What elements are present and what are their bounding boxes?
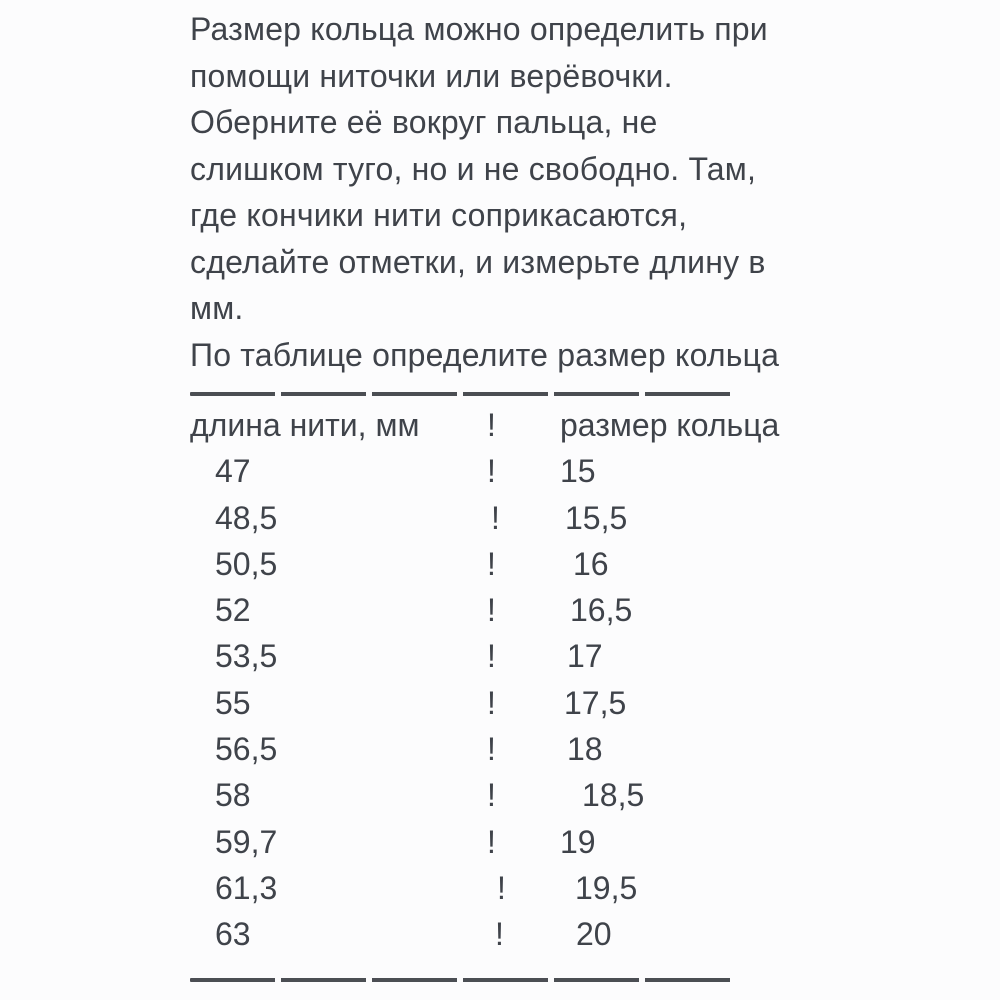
divider-line — [190, 978, 736, 982]
table-row — [190, 448, 775, 494]
table-body — [190, 448, 775, 957]
thread-length-value: 63 — [215, 916, 251, 953]
ring-size-value: 19,5 — [575, 869, 638, 906]
thread-length-value: 53,5 — [215, 638, 278, 675]
thread-length-value: 52 — [215, 592, 251, 629]
column-separator: ! — [495, 916, 504, 953]
table-row — [190, 911, 775, 957]
column-separator: ! — [487, 684, 496, 721]
paragraph-line: где кончики нити соприкасаются, — [190, 197, 688, 233]
paragraph-line: мм. — [190, 290, 244, 326]
thread-length-value: 59,7 — [215, 823, 278, 860]
paragraph-line: помощи ниточки или верёвочки. — [190, 57, 673, 94]
table-header-row — [190, 402, 780, 448]
ring-size-value: 18 — [567, 731, 603, 768]
ring-size-value: 16 — [573, 545, 609, 582]
column-separator: ! — [487, 777, 496, 814]
table-row — [190, 541, 775, 587]
divider-line — [190, 392, 736, 396]
ring-size-table — [190, 402, 780, 958]
column-separator: ! — [487, 638, 496, 675]
paragraph-line: слишком туго, но и не свободно. Там, — [190, 150, 757, 187]
column-separator: ! — [497, 869, 506, 906]
ring-size-value: 20 — [576, 916, 612, 953]
column-separator: ! — [487, 453, 496, 490]
table-row — [190, 819, 775, 865]
thread-length-value: 58 — [215, 777, 251, 814]
thread-length-value: 50,5 — [215, 545, 278, 582]
instruction-page — [190, 6, 780, 982]
column-separator: ! — [487, 592, 496, 629]
table-row — [190, 680, 775, 726]
table-row — [190, 495, 775, 541]
ring-size-value: 15 — [560, 453, 596, 490]
ring-size-value: 17,5 — [564, 684, 627, 721]
column-separator: ! — [491, 499, 500, 536]
ring-size-value: 18,5 — [582, 777, 645, 814]
header-length-label: длина нити, мм — [190, 407, 420, 443]
column-separator: ! — [487, 731, 496, 768]
column-separator: ! — [487, 545, 496, 582]
ring-size-value: 17 — [567, 638, 603, 675]
table-row — [190, 633, 775, 679]
ring-size-value: 16,5 — [570, 592, 633, 629]
thread-length-value: 61,3 — [215, 869, 278, 906]
thread-length-value: 56,5 — [215, 731, 278, 768]
table-row — [190, 726, 775, 772]
thread-length-value: 55 — [215, 684, 251, 721]
header-size-label: размер кольца — [560, 407, 780, 443]
column-separator: ! — [487, 823, 496, 860]
ring-size-value: 19 — [560, 823, 596, 860]
thread-length-value: 47 — [215, 453, 251, 490]
paragraph-line: Оберните её вокруг пальца, не — [190, 104, 658, 140]
table-row — [190, 587, 775, 633]
thread-length-value: 48,5 — [215, 499, 278, 536]
table-row — [190, 772, 775, 818]
ring-size-value: 15,5 — [565, 499, 628, 536]
column-separator: ! — [487, 407, 496, 443]
table-row — [190, 865, 775, 911]
paragraph-line: По таблице определите размер кольца — [190, 336, 780, 373]
paragraph-line: Размер кольца можно определить при — [190, 11, 768, 47]
instruction-paragraph — [190, 6, 780, 378]
paragraph-line: сделайте отметки, и измерьте длину в — [190, 243, 766, 280]
